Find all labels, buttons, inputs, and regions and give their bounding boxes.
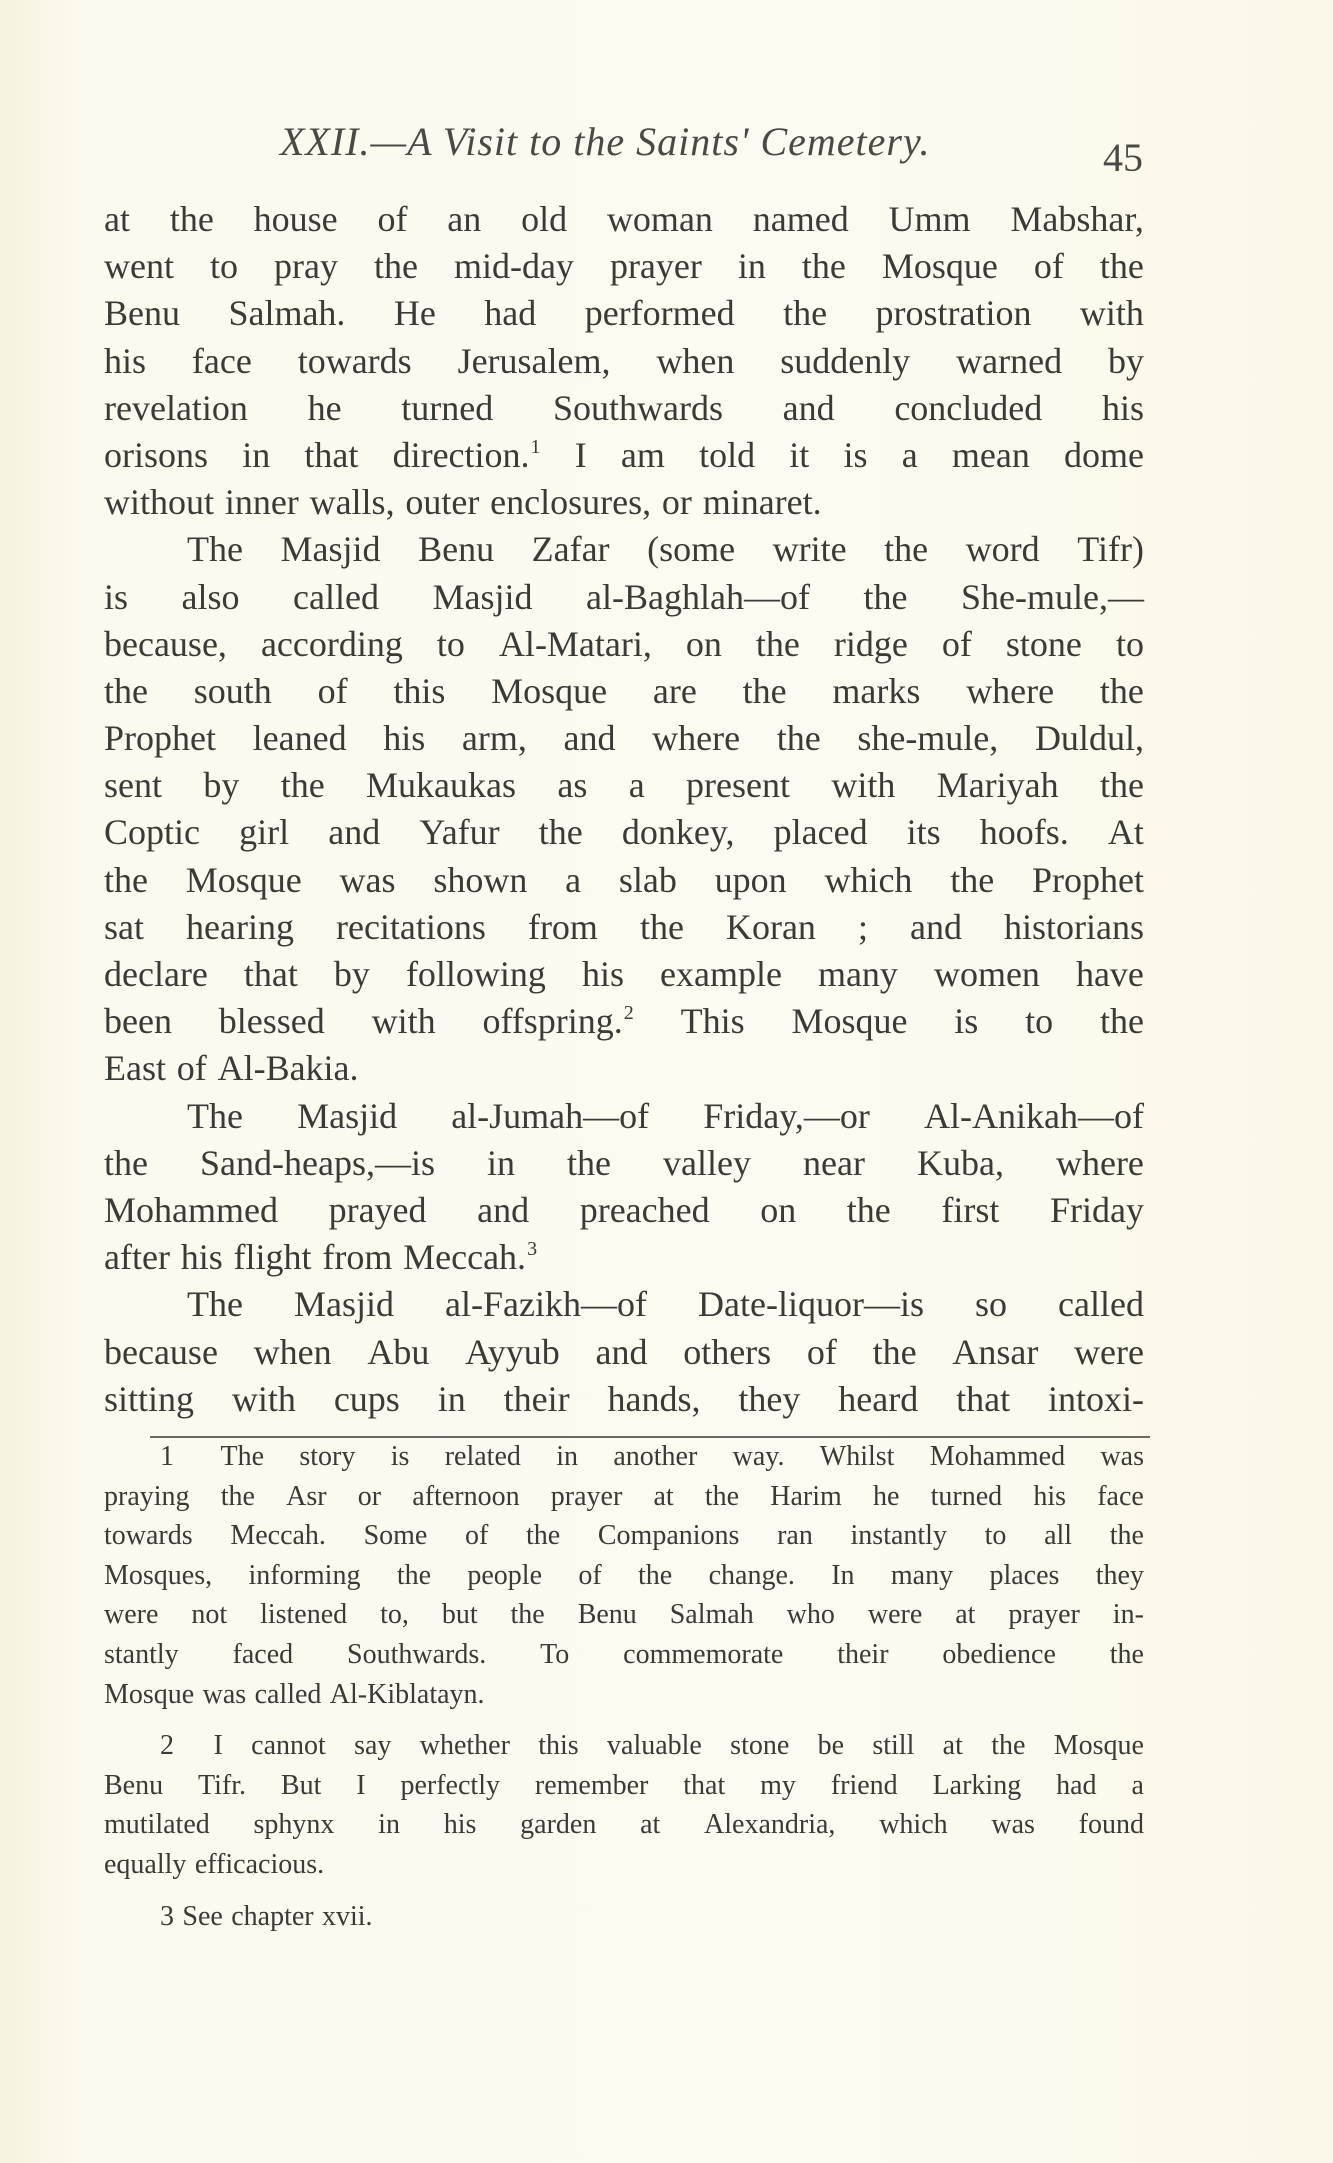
footnote-line: towards Meccah. Some of the Companions ran instantly to all the <box>104 1520 1144 1552</box>
footnote-line: 3 See chapter xvii. <box>104 1897 1144 1937</box>
text-line: after his flight from Meccah.$^3$ <box>104 1237 538 1278</box>
text-line: declare that by following his example many women have <box>104 954 1144 994</box>
footnote-line: 1 The story is related in another way. Whilst Mohammed was <box>104 1437 1144 1477</box>
footnote-line: were not listened to, but the Benu Salmah who were at prayer in- <box>104 1599 1144 1631</box>
text-line: because when Abu Ayyub and others of the Ansar were <box>104 1331 1144 1372</box>
text-line: the Sand-heaps,—is in the valley near Kuba, where <box>104 1142 1144 1183</box>
body-text <box>104 196 1144 1423</box>
text-line: orisons in that direction.$^1$ I am told it is a mean dome <box>104 434 1144 475</box>
text-line: sitting with cups in their hands, they heard that intoxi- <box>104 1378 1144 1419</box>
footnote-line: mutilated sphynx in his garden at Alexandria, which was found <box>104 1809 1144 1841</box>
text-line: sent by the Mukaukas as a present with Mariyah the <box>104 765 1144 806</box>
footnote-line: equally efficacious. <box>104 1848 325 1880</box>
footnote-line: 2 I cannot say whether this valuable stone be still at the Mosque <box>104 1726 1144 1766</box>
text-line: without inner walls, outer enclosures, or minaret. <box>104 482 822 523</box>
footnote-line: Benu Tifr. But I perfectly remember that my friend Larking had a <box>104 1769 1144 1801</box>
text-line: The Masjid al-Jumah—of Friday,—or Al-Anikah—of <box>187 1095 1144 1136</box>
footnote-number: 2 <box>160 1730 174 1762</box>
text-line: because, according to Al-Matari, on the ridge of stone to <box>104 623 1144 664</box>
footnote-number: 1 <box>160 1441 174 1472</box>
text-line: went to pray the mid-day prayer in the Mosque of the <box>104 246 1144 287</box>
text-line: his face towards Jerusalem, when suddenly warned by <box>104 340 1144 381</box>
footnote-line: Mosques, informing the people of the change. In many places they <box>104 1559 1144 1591</box>
footnote-number: 3 <box>160 1900 174 1932</box>
footnote-line: praying the Asr or afternoon prayer at the Harim he turned his face <box>104 1480 1144 1512</box>
text-line: East of Al-Bakia. <box>104 1048 359 1089</box>
footnote-line: stantly faced Southwards. To commemorate their obedience the <box>104 1638 1144 1670</box>
text-line: is also called Masjid al-Baghlah—of the She-mule,— <box>104 576 1144 617</box>
footnote-marker: 1 <box>530 435 541 458</box>
text-line: the south of this Mosque are the marks where the <box>104 670 1144 711</box>
text-line: sat hearing recitations from the Koran ; and historians <box>104 906 1144 947</box>
text-line: at the house of an old woman named Umm Mabshar, <box>104 199 1144 239</box>
running-head: XXII.—A Visit to the Saints' Cemetery. <box>280 119 931 164</box>
text-line: been blessed with offspring.$^2$ This Mosque is to the <box>104 1001 1144 1042</box>
text-line: revelation he turned Southwards and concluded his <box>104 387 1144 428</box>
footnote-marker: 2 <box>623 1002 634 1025</box>
page-number: 45 <box>1103 135 1143 180</box>
text-line: the Mosque was shown a slab upon which the Prophet <box>104 859 1144 900</box>
text-line: Mohammed prayed and preached on the first Friday <box>104 1189 1144 1230</box>
text-line: Prophet leaned his arm, and where the she-mule, Duldul, <box>104 718 1144 759</box>
footnotes <box>104 1437 1144 1936</box>
footnote-line: Mosque was called Al-Kiblatayn. <box>104 1678 485 1710</box>
text-line: The Masjid Benu Zafar (some write the word Tifr) <box>187 529 1144 570</box>
text-line: Coptic girl and Yafur the donkey, placed its hoofs. At <box>104 812 1144 853</box>
footnote-marker: 3 <box>527 1238 538 1261</box>
text-line: The Masjid al-Fazikh—of Date-liquor—is so called <box>187 1284 1144 1325</box>
text-line: Benu Salmah. He had performed the prostration with <box>104 293 1144 334</box>
